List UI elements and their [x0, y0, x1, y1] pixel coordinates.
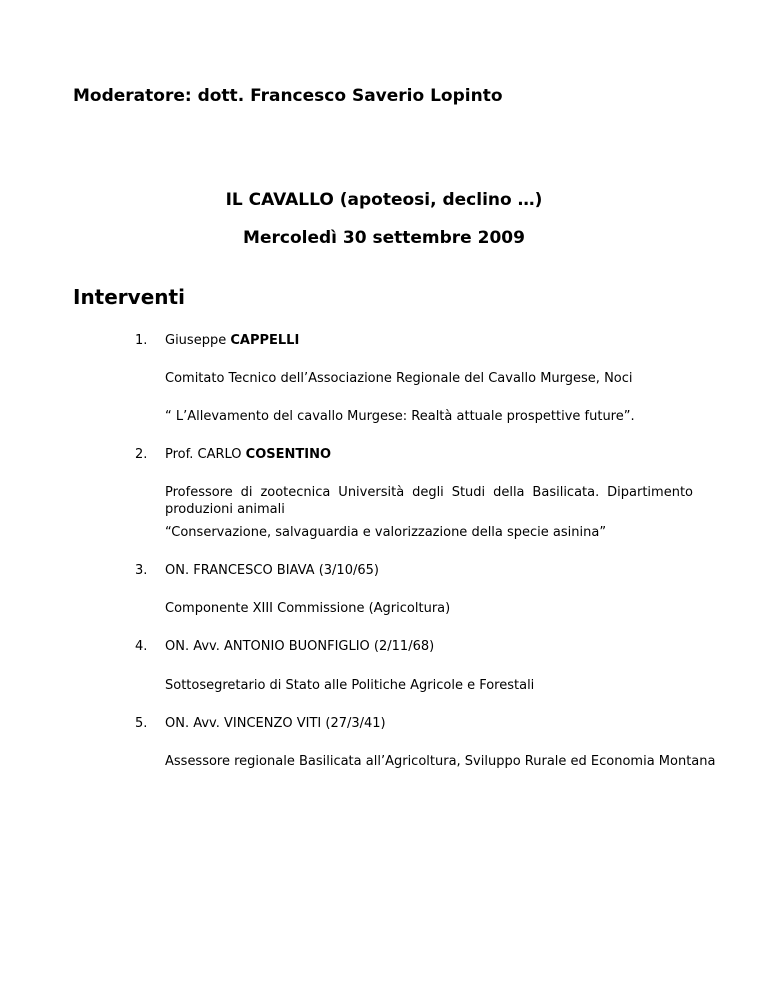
speaker-1-talk: “ L’Allevamento del cavallo Murgese: Realtà attuale prospettive future”.: [165, 409, 635, 424]
speaker-number: 4.: [135, 639, 148, 654]
moderator-line: Moderatore: dott. Francesco Saverio Lopinto: [73, 86, 503, 106]
speaker-number: 1.: [135, 333, 148, 348]
speaker-number: 2.: [135, 447, 148, 462]
section-heading: Interventi: [73, 285, 185, 309]
speaker-number: 5.: [135, 716, 148, 731]
speaker-1-role: Comitato Tecnico dell’Associazione Regionale del Cavallo Murgese, Noci: [165, 371, 633, 386]
speaker-1-name: [135, 332, 299, 349]
speaker-full-name: ON. FRANCESCO BIAVA (3/10/65): [165, 563, 379, 578]
speaker-3-name: [135, 562, 379, 579]
speaker-full-name: ON. Avv. VINCENZO VITI (27/3/41): [165, 716, 386, 731]
speaker-first-name: Prof. CARLO: [165, 447, 246, 462]
speaker-4-name: [135, 638, 434, 655]
speaker-2-name: [135, 446, 331, 463]
speaker-full-name: ON. Avv. ANTONIO BUONFIGLIO (2/11/68): [165, 639, 435, 654]
speaker-2-role: Professore di zootecnica Università degli Studi della Basilicata. Dipartimento produzioni animali: [165, 485, 693, 517]
speaker-5-role: Assessore regionale Basilicata all’Agricoltura, Sviluppo Rurale ed Economia Montana: [165, 754, 716, 769]
speaker-first-name: Giuseppe: [165, 333, 231, 348]
speaker-2-talk: “Conservazione, salvaguardia e valorizzazione della specie asinina”: [165, 525, 607, 540]
speaker-number: 3.: [135, 563, 148, 578]
speaker-4-role: Sottosegretario di Stato alle Politiche Agricole e Forestali: [165, 678, 535, 693]
event-title: IL CAVALLO (apoteosi, declino …): [225, 190, 543, 210]
speaker-surname: COSENTINO: [245, 447, 332, 462]
speaker-3-role: Componente XIII Commissione (Agricoltura): [165, 601, 451, 616]
event-date: Mercoledì 30 settembre 2009: [243, 228, 525, 248]
speaker-5-name: [135, 715, 386, 732]
speaker-surname: CAPPELLI: [230, 333, 300, 348]
